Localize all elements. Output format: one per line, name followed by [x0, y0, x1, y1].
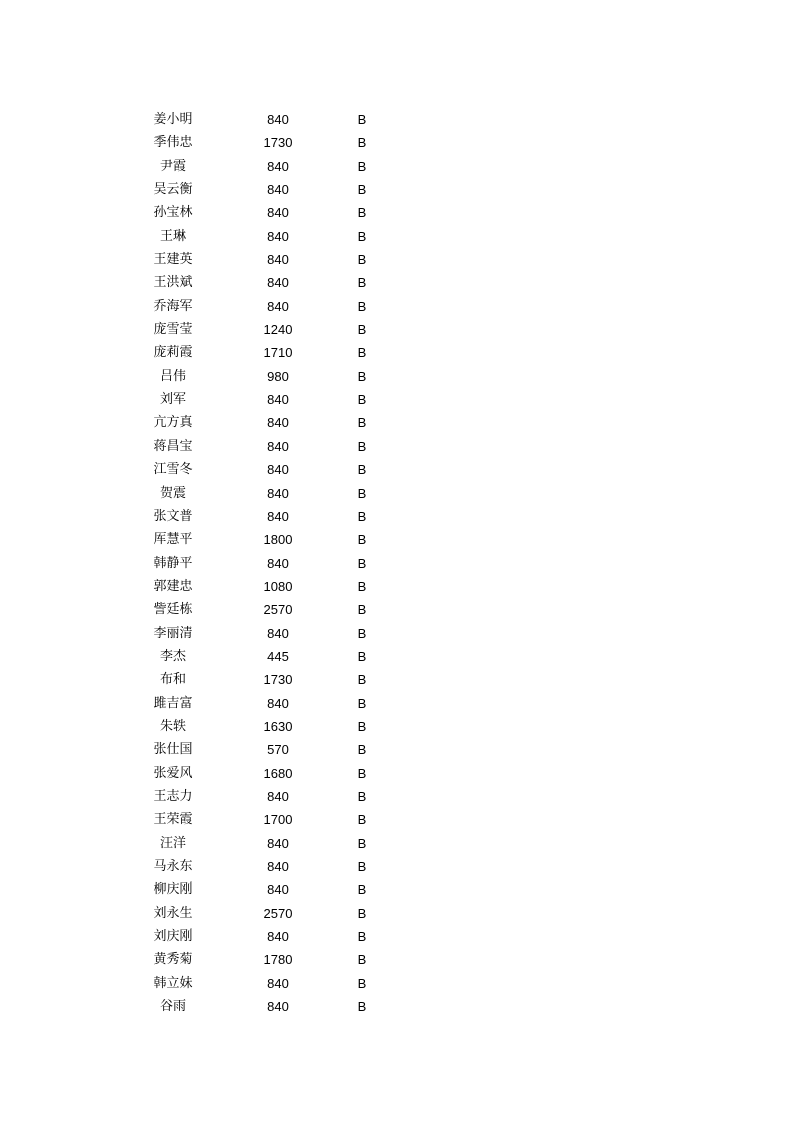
name-cell: 张爱风: [153, 765, 193, 781]
name-cell: 季伟忠: [153, 135, 193, 151]
name-cell: 王志力: [153, 788, 193, 804]
grade-cell: B: [357, 228, 367, 244]
table-row: [0, 622, 793, 645]
amount-cell: 980: [267, 368, 289, 384]
table-row: [0, 948, 793, 971]
name-cell: 孙宝林: [153, 205, 193, 221]
table-row: [0, 318, 793, 341]
name-cell: 庞雪莹: [153, 322, 193, 338]
table-row: [0, 248, 793, 271]
table-row: [0, 832, 793, 855]
table-row: [0, 201, 793, 224]
table-row: [0, 108, 793, 131]
grade-cell: B: [357, 322, 367, 338]
name-cell: 乔海军: [153, 298, 193, 314]
grade-cell: B: [357, 812, 367, 828]
name-cell: 姜小明: [153, 112, 193, 127]
name-cell: 吴云衡: [153, 182, 193, 198]
grade-cell: B: [357, 602, 367, 618]
grade-cell: B: [357, 695, 367, 711]
grade-cell: B: [357, 718, 367, 734]
table-row: [0, 225, 793, 248]
grade-cell: B: [357, 392, 367, 408]
name-cell: 王建英: [153, 252, 193, 268]
grade-cell: B: [357, 555, 367, 571]
amount-cell: 840: [267, 252, 289, 268]
table-row: [0, 808, 793, 831]
amount-cell: 1080: [263, 578, 293, 594]
grade-cell: B: [357, 835, 367, 851]
amount-cell: 1710: [263, 345, 293, 361]
name-cell: 汪洋: [159, 835, 186, 851]
table-row: [0, 295, 793, 318]
name-cell: 蒋昌宝: [153, 438, 193, 454]
table-row: [0, 925, 793, 948]
table-row: [0, 271, 793, 294]
amount-cell: 840: [267, 929, 289, 945]
name-cell: 吕伟: [159, 368, 186, 384]
table-row: [0, 668, 793, 691]
amount-cell: 840: [267, 228, 289, 244]
name-cell: 谷雨: [159, 999, 186, 1015]
name-cell: 刘军: [159, 392, 186, 408]
amount-cell: 570: [267, 742, 289, 758]
name-cell: 朱轶: [159, 718, 186, 734]
amount-cell: 840: [267, 695, 289, 711]
name-cell: 布和: [159, 672, 186, 688]
table-row: [0, 178, 793, 201]
name-cell: 李丽清: [153, 625, 193, 641]
table-row: [0, 505, 793, 528]
table-row: [0, 411, 793, 434]
name-cell: 韩立妹: [153, 975, 193, 991]
amount-cell: 840: [267, 835, 289, 851]
amount-cell: 1800: [263, 532, 293, 548]
amount-cell: 840: [267, 182, 289, 198]
table-row: [0, 692, 793, 715]
name-cell: 刘庆刚: [153, 929, 193, 945]
table-row: [0, 528, 793, 551]
table-row: [0, 855, 793, 878]
table-row: [0, 482, 793, 505]
name-cell: 韩静平: [153, 555, 193, 571]
amount-cell: 445: [267, 648, 289, 664]
grade-cell: B: [357, 438, 367, 454]
name-cell: 雎吉富: [153, 695, 193, 711]
grade-cell: B: [357, 788, 367, 804]
amount-cell: 840: [267, 158, 289, 174]
grade-cell: B: [357, 135, 367, 151]
amount-cell: 840: [267, 625, 289, 641]
table-row: [0, 435, 793, 458]
data-table: [0, 108, 793, 1018]
table-row: [0, 902, 793, 925]
name-cell: 尹霞: [159, 158, 186, 174]
grade-cell: B: [357, 578, 367, 594]
amount-cell: 840: [267, 205, 289, 221]
table-row: [0, 458, 793, 481]
grade-cell: B: [357, 952, 367, 968]
grade-cell: B: [357, 415, 367, 431]
name-cell: 李杰: [159, 648, 186, 664]
table-row: [0, 575, 793, 598]
name-cell: 张文普: [153, 508, 193, 524]
grade-cell: B: [357, 298, 367, 314]
amount-cell: 840: [267, 112, 289, 127]
name-cell: 王琳: [159, 228, 186, 244]
name-cell: 马永东: [153, 859, 193, 874]
amount-cell: 840: [267, 485, 289, 501]
amount-cell: 1780: [263, 952, 293, 968]
amount-cell: 840: [267, 275, 289, 291]
table-row: [0, 598, 793, 621]
grade-cell: B: [357, 532, 367, 548]
name-cell: 郭建忠: [153, 578, 193, 594]
name-cell: 张仕国: [153, 742, 193, 758]
amount-cell: 1680: [263, 765, 293, 781]
amount-cell: 1700: [263, 812, 293, 828]
grade-cell: B: [357, 158, 367, 174]
grade-cell: B: [357, 508, 367, 524]
amount-cell: 2570: [263, 905, 293, 921]
amount-cell: 840: [267, 555, 289, 571]
table-row: [0, 341, 793, 364]
amount-cell: 840: [267, 788, 289, 804]
amount-cell: 1240: [263, 322, 293, 338]
table-row: [0, 762, 793, 785]
amount-cell: 1730: [263, 672, 293, 688]
grade-cell: B: [357, 905, 367, 921]
table-row: [0, 645, 793, 668]
amount-cell: 1630: [263, 718, 293, 734]
table-row: [0, 738, 793, 761]
amount-cell: 840: [267, 882, 289, 898]
table-row: [0, 388, 793, 411]
table-row: [0, 715, 793, 738]
grade-cell: B: [357, 882, 367, 898]
amount-cell: 840: [267, 999, 289, 1015]
name-cell: 贺震: [159, 485, 186, 501]
grade-cell: B: [357, 462, 367, 478]
grade-cell: B: [357, 975, 367, 991]
grade-cell: B: [357, 205, 367, 221]
amount-cell: 840: [267, 508, 289, 524]
amount-cell: 1730: [263, 135, 293, 151]
grade-cell: B: [357, 625, 367, 641]
grade-cell: B: [357, 112, 367, 127]
name-cell: 江雪冬: [153, 462, 193, 478]
name-cell: 王洪斌: [153, 275, 193, 291]
name-cell: 庞莉霞: [153, 345, 193, 361]
table-row: [0, 972, 793, 995]
amount-cell: 2570: [263, 602, 293, 618]
grade-cell: B: [357, 252, 367, 268]
grade-cell: B: [357, 765, 367, 781]
name-cell: 王荣霞: [153, 812, 193, 828]
table-row: [0, 878, 793, 901]
name-cell: 訾廷栋: [153, 602, 193, 618]
grade-cell: B: [357, 275, 367, 291]
table-row: [0, 785, 793, 808]
grade-cell: B: [357, 929, 367, 945]
grade-cell: B: [357, 859, 367, 874]
grade-cell: B: [357, 368, 367, 384]
table-row: [0, 552, 793, 575]
table-row: [0, 131, 793, 154]
grade-cell: B: [357, 648, 367, 664]
amount-cell: 840: [267, 462, 289, 478]
grade-cell: B: [357, 672, 367, 688]
amount-cell: 840: [267, 859, 289, 874]
table-row: [0, 155, 793, 178]
grade-cell: B: [357, 182, 367, 198]
table-row: [0, 995, 793, 1018]
name-cell: 刘永生: [153, 905, 193, 921]
name-cell: 亢方真: [153, 415, 193, 431]
amount-cell: 840: [267, 975, 289, 991]
amount-cell: 840: [267, 298, 289, 314]
grade-cell: B: [357, 742, 367, 758]
amount-cell: 840: [267, 415, 289, 431]
grade-cell: B: [357, 485, 367, 501]
name-cell: 厍慧平: [153, 532, 193, 548]
table-row: [0, 365, 793, 388]
grade-cell: B: [357, 345, 367, 361]
grade-cell: B: [357, 999, 367, 1015]
name-cell: 黄秀菊: [153, 952, 193, 968]
amount-cell: 840: [267, 438, 289, 454]
amount-cell: 840: [267, 392, 289, 408]
name-cell: 柳庆刚: [153, 882, 193, 898]
